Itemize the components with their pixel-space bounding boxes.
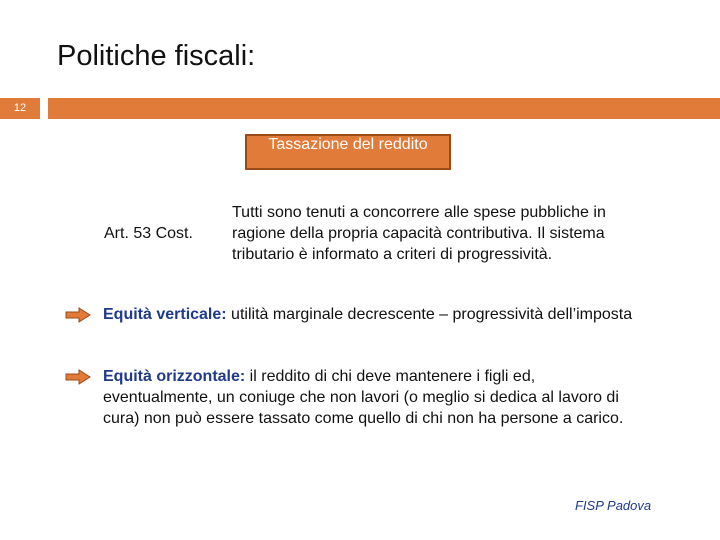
bullet-term: Equità orizzontale: — [103, 368, 246, 385]
bullet-term: Equità verticale: — [103, 306, 227, 323]
bullet-text — [103, 366, 643, 429]
article-label: Art. 53 Cost. — [104, 225, 193, 242]
slide-title: Politiche fiscali: — [57, 40, 256, 72]
bullet-body: il reddito di chi deve mantenere i figli ed, eventualmente, un coniuge che non lavori (o meglio si dedica al lavoro di cura) non può essere tassato come quello di chi non ha persone a carico. — [103, 368, 624, 427]
article-text: Tutti sono tenuti a concorrere alle spese pubbliche in ragione della propria capacità contributiva. Il sistema tributario è informato a criteri di progressività. — [232, 204, 606, 263]
slide-number: 12 — [0, 98, 40, 119]
bullet-body: utilità marginale decrescente – progressività dell’imposta — [226, 306, 633, 323]
tassazione-label: Tassazione del reddito — [268, 136, 428, 153]
header-bar — [48, 98, 720, 119]
bullet-text — [103, 304, 643, 325]
right-arrow-icon — [65, 307, 91, 323]
right-arrow-icon — [65, 369, 91, 385]
tassazione-box — [245, 134, 451, 170]
footer-text: FISP Padova — [575, 498, 652, 513]
